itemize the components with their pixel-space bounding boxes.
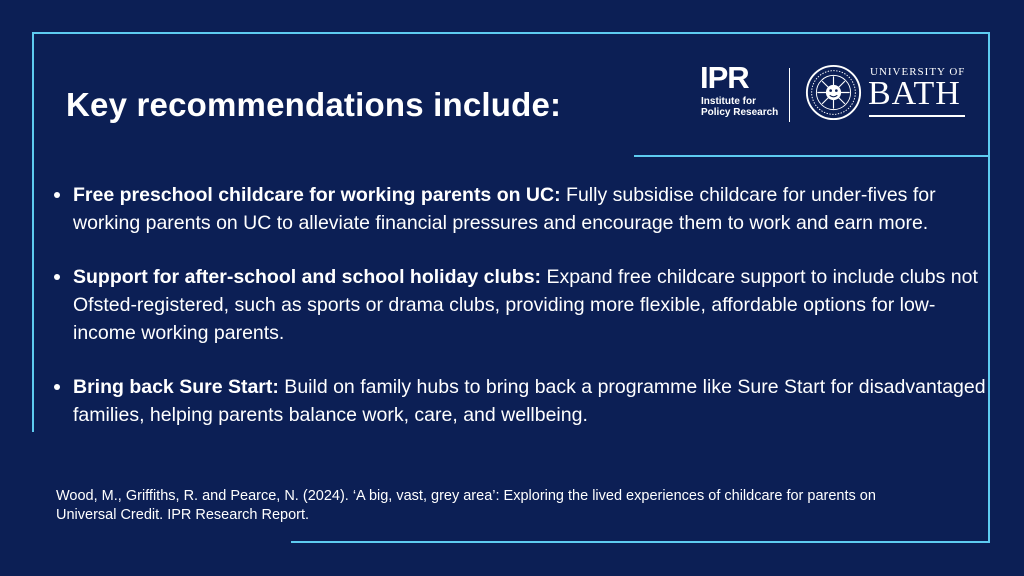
university-of-label: UNIVERSITY OF: [870, 66, 966, 78]
bath-wordmark: BATH: [868, 75, 961, 112]
ipr-subtitle-line-1: Institute for: [701, 96, 756, 107]
recommendation-item: [56, 373, 986, 429]
recommendation-heading: Free preschool childcare for working parents on UC:: [73, 184, 561, 206]
logo-separator: [789, 68, 790, 122]
university-seal-icon: [805, 64, 862, 121]
citation-text: Wood, M., Griffiths, R. and Pearce, N. (2024). ‘A big, vast, grey area’: Exploring the lived experiences of childcare for parents on Universal Credit. IPR Research Report.: [56, 488, 876, 523]
bath-underline: [869, 115, 965, 117]
frame-bottom-line: [291, 541, 990, 543]
page-title: Key recommendations include:: [66, 86, 562, 123]
recommendation-item: [56, 181, 986, 237]
frame-left-line: [32, 32, 34, 432]
frame-logo-divider-line: [634, 155, 990, 157]
logo-group: [700, 62, 970, 124]
recommendation-heading: Support for after-school and school holiday clubs:: [73, 266, 542, 288]
recommendation-heading: Bring back Sure Start:: [73, 376, 279, 398]
ipr-logo-subtitle: [701, 96, 778, 118]
frame-right-line: [988, 32, 990, 542]
recommendation-item: [56, 263, 986, 347]
recommendation-body: Build on family hubs to bring back a programme like Sure Start for disadvantaged families, helping parents balance work, care, and wellbeing.: [73, 376, 986, 426]
ipr-logo-text: IPR: [700, 60, 749, 95]
recommendations-list: [56, 181, 986, 455]
ipr-subtitle-line-2: Policy Research: [701, 107, 779, 118]
recommendation-body: Expand free childcare support to include clubs not Ofsted-registered, such as sports or drama clubs, providing more flexible, affordable options for low-income working parents.: [73, 266, 978, 344]
recommendation-body: Fully subsidise childcare for under-fives for working parents on UC to alleviate financial pressures and encourage them to work and earn more.: [73, 184, 936, 234]
frame-top-line: [32, 32, 990, 34]
